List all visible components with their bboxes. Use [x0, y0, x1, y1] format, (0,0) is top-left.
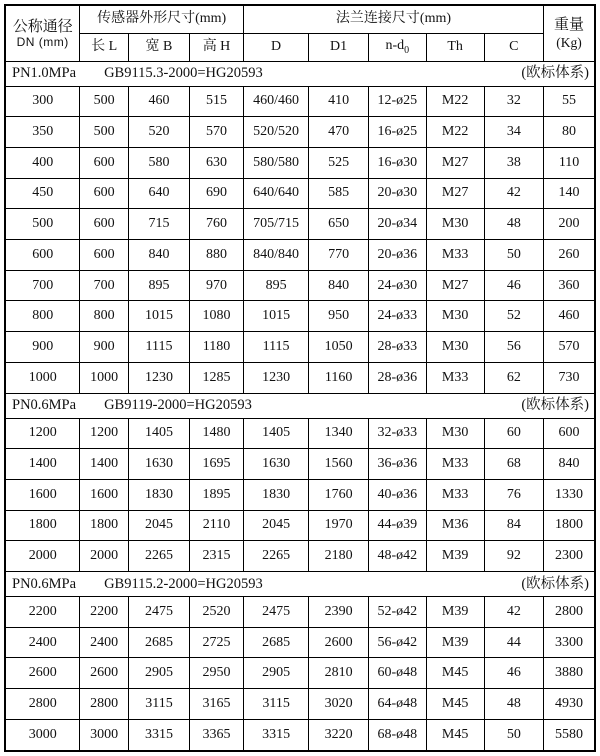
table-cell: 520 — [128, 117, 189, 148]
table-cell: 80 — [544, 117, 595, 148]
table-cell: M33 — [426, 240, 484, 271]
table-cell: 3165 — [190, 689, 244, 720]
section-row — [5, 61, 595, 86]
table-cell: M45 — [426, 658, 484, 689]
table-cell: 40-ø36 — [368, 479, 426, 510]
table-row — [5, 627, 595, 658]
header-d1: D1 — [309, 33, 369, 61]
section-pressure-rating: PN0.6MPa — [12, 575, 77, 592]
table-cell: 2265 — [128, 541, 189, 572]
table-cell: 1480 — [190, 418, 244, 449]
table-cell: 1180 — [190, 332, 244, 363]
table-cell: 3880 — [544, 658, 595, 689]
table-body — [5, 61, 595, 751]
table-cell: 5580 — [544, 719, 595, 751]
table-cell: 48 — [484, 209, 544, 240]
table-cell: M30 — [426, 209, 484, 240]
table-cell: 525 — [309, 147, 369, 178]
table-cell: 1200 — [5, 418, 80, 449]
table-cell: 16-ø25 — [368, 117, 426, 148]
table-cell: 20-ø36 — [368, 240, 426, 271]
table-cell: 360 — [544, 270, 595, 301]
table-cell: M27 — [426, 178, 484, 209]
header-weight-cn: 重量 — [554, 17, 585, 34]
table-cell: 2800 — [80, 689, 128, 720]
table-cell: 28-ø33 — [368, 332, 426, 363]
table-cell: 1015 — [128, 301, 189, 332]
table-cell: 84 — [484, 510, 544, 541]
table-cell: 600 — [80, 178, 128, 209]
table-cell: 44 — [484, 627, 544, 658]
table-cell: 400 — [5, 147, 80, 178]
header-d: D — [243, 33, 308, 61]
table-cell: 110 — [544, 147, 595, 178]
table-cell: 760 — [190, 209, 244, 240]
table-row — [5, 332, 595, 363]
table-cell: 600 — [5, 240, 80, 271]
section-pressure-rating: PN1.0MPa — [12, 65, 77, 82]
table-row — [5, 658, 595, 689]
table-cell: 140 — [544, 178, 595, 209]
table-cell: 1285 — [190, 362, 244, 393]
table-cell: 3115 — [243, 689, 308, 720]
table-cell: 2265 — [243, 541, 308, 572]
table-cell: 3300 — [544, 627, 595, 658]
table-cell: 1830 — [243, 479, 308, 510]
table-row — [5, 147, 595, 178]
table-cell: M45 — [426, 719, 484, 751]
table-cell: 50 — [484, 240, 544, 271]
table-cell: 24-ø33 — [368, 301, 426, 332]
table-cell: 20-ø30 — [368, 178, 426, 209]
table-cell: 300 — [5, 86, 80, 117]
table-cell: 3365 — [190, 719, 244, 751]
table-cell: 1405 — [128, 418, 189, 449]
table-cell: 3020 — [309, 689, 369, 720]
header-nominal-diameter-unit: DN (mm) — [16, 34, 69, 49]
table-cell: 1895 — [190, 479, 244, 510]
header-nominal-diameter — [5, 5, 80, 61]
table-cell: 1760 — [309, 479, 369, 510]
table-cell: 52-ø42 — [368, 597, 426, 628]
table-cell: 520/520 — [243, 117, 308, 148]
table-cell: 1830 — [128, 479, 189, 510]
table-cell: 68 — [484, 449, 544, 480]
table-row — [5, 449, 595, 480]
table-cell: 1970 — [309, 510, 369, 541]
table-cell: 46 — [484, 658, 544, 689]
table-row — [5, 209, 595, 240]
table-cell: 2905 — [243, 658, 308, 689]
table-cell: 2390 — [309, 597, 369, 628]
table-cell: 580/580 — [243, 147, 308, 178]
table-cell: 32 — [484, 86, 544, 117]
table-cell: 700 — [80, 270, 128, 301]
table-cell: 28-ø36 — [368, 362, 426, 393]
table-cell: 20-ø34 — [368, 209, 426, 240]
table-cell: 880 — [190, 240, 244, 271]
table-cell: 895 — [243, 270, 308, 301]
table-cell: M45 — [426, 689, 484, 720]
table-cell: 1560 — [309, 449, 369, 480]
table-row — [5, 362, 595, 393]
table-cell: 32-ø33 — [368, 418, 426, 449]
table-cell: 16-ø30 — [368, 147, 426, 178]
table-cell: M36 — [426, 510, 484, 541]
table-row — [5, 689, 595, 720]
table-cell: 2045 — [128, 510, 189, 541]
table-cell: 585 — [309, 178, 369, 209]
table-cell: 570 — [544, 332, 595, 363]
table-cell: 1405 — [243, 418, 308, 449]
table-cell: 1115 — [243, 332, 308, 363]
table-cell: M27 — [426, 270, 484, 301]
table-cell: 460 — [128, 86, 189, 117]
table-cell: 4930 — [544, 689, 595, 720]
table-cell: 2600 — [80, 658, 128, 689]
table-cell: 1695 — [190, 449, 244, 480]
table-cell: 690 — [190, 178, 244, 209]
header-n-d0 — [368, 33, 426, 61]
table-cell: 515 — [190, 86, 244, 117]
table-cell: 48 — [484, 689, 544, 720]
header-weight — [544, 5, 595, 61]
table-cell: 1400 — [5, 449, 80, 480]
table-cell: 2475 — [128, 597, 189, 628]
table-cell: 450 — [5, 178, 80, 209]
table-cell: 64-ø48 — [368, 689, 426, 720]
table-cell: 460/460 — [243, 86, 308, 117]
section-cell — [5, 61, 595, 86]
table-cell: 2685 — [128, 627, 189, 658]
table-cell: M22 — [426, 117, 484, 148]
table-cell: M33 — [426, 362, 484, 393]
section-cell — [5, 393, 595, 418]
table-cell: 600 — [80, 240, 128, 271]
table-cell: 2725 — [190, 627, 244, 658]
table-cell: 1230 — [128, 362, 189, 393]
table-cell: 3315 — [128, 719, 189, 751]
header-th: Th — [426, 33, 484, 61]
table-cell: 705/715 — [243, 209, 308, 240]
table-cell: 3115 — [128, 689, 189, 720]
table-cell: 2600 — [5, 658, 80, 689]
section-row — [5, 572, 595, 597]
table-cell: 2000 — [5, 541, 80, 572]
table-cell: 34 — [484, 117, 544, 148]
header-sensor-dimensions-group: 传感器外形尺寸(mm) — [80, 5, 243, 33]
section-row — [5, 393, 595, 418]
table-cell: 2600 — [309, 627, 369, 658]
table-cell: 2300 — [544, 541, 595, 572]
table-cell: 1160 — [309, 362, 369, 393]
table-cell: 1230 — [243, 362, 308, 393]
table-cell: 1080 — [190, 301, 244, 332]
table-cell: 50 — [484, 719, 544, 751]
table-cell: 1000 — [5, 362, 80, 393]
table-cell: 2800 — [5, 689, 80, 720]
table-cell: 600 — [80, 147, 128, 178]
table-cell: 1630 — [243, 449, 308, 480]
table-cell: M39 — [426, 627, 484, 658]
table-row — [5, 301, 595, 332]
table-cell: 1015 — [243, 301, 308, 332]
table-cell: 840/840 — [243, 240, 308, 271]
section-standard-code: GB9115.3-2000=HG20593 — [104, 65, 263, 82]
header-n-d0-main: n-d — [385, 37, 405, 53]
table-row — [5, 86, 595, 117]
table-cell: 2200 — [80, 597, 128, 628]
table-row — [5, 479, 595, 510]
table-cell: 42 — [484, 178, 544, 209]
table-cell: 68-ø48 — [368, 719, 426, 751]
table-row — [5, 597, 595, 628]
table-cell: 840 — [309, 270, 369, 301]
section-cell — [5, 572, 595, 597]
table-cell: 3220 — [309, 719, 369, 751]
table-cell: 1800 — [5, 510, 80, 541]
table-cell: M30 — [426, 301, 484, 332]
table-cell: 44-ø39 — [368, 510, 426, 541]
table-cell: 1600 — [80, 479, 128, 510]
table-cell: 2520 — [190, 597, 244, 628]
table-cell: 2180 — [309, 541, 369, 572]
table-cell: 2110 — [190, 510, 244, 541]
table-cell: 92 — [484, 541, 544, 572]
table-cell: 570 — [190, 117, 244, 148]
table-cell: 1630 — [128, 449, 189, 480]
table-cell: 76 — [484, 479, 544, 510]
table-cell: 260 — [544, 240, 595, 271]
table-cell: 42 — [484, 597, 544, 628]
table-cell: 2475 — [243, 597, 308, 628]
table-cell: 56 — [484, 332, 544, 363]
table-row — [5, 418, 595, 449]
table-cell: 840 — [128, 240, 189, 271]
table-cell: M30 — [426, 418, 484, 449]
table-cell: 630 — [190, 147, 244, 178]
table-cell: 2045 — [243, 510, 308, 541]
table-cell: 1200 — [80, 418, 128, 449]
table-cell: 840 — [544, 449, 595, 480]
table-cell: 60-ø48 — [368, 658, 426, 689]
table-cell: 800 — [5, 301, 80, 332]
table-cell: 3000 — [5, 719, 80, 751]
table-cell: 62 — [484, 362, 544, 393]
table-cell: 350 — [5, 117, 80, 148]
flange-dimension-table — [4, 4, 596, 752]
table-cell: 715 — [128, 209, 189, 240]
table-cell: 410 — [309, 86, 369, 117]
table-cell: 46 — [484, 270, 544, 301]
table-cell: 460 — [544, 301, 595, 332]
table-cell: 600 — [544, 418, 595, 449]
table-cell: 900 — [5, 332, 80, 363]
header-length-l: 长 L — [80, 33, 128, 61]
table-row — [5, 178, 595, 209]
section-system-label: (欧标体系) — [521, 65, 589, 82]
table-cell: 2810 — [309, 658, 369, 689]
table-cell: 640/640 — [243, 178, 308, 209]
table-cell: M39 — [426, 597, 484, 628]
table-row — [5, 510, 595, 541]
table-cell: 36-ø36 — [368, 449, 426, 480]
table-header — [5, 5, 595, 61]
table-cell: 800 — [80, 301, 128, 332]
table-cell: 500 — [80, 86, 128, 117]
table-cell: 770 — [309, 240, 369, 271]
table-cell: 730 — [544, 362, 595, 393]
header-n-d0-sub: 0 — [404, 44, 410, 56]
table-cell: M33 — [426, 479, 484, 510]
table-cell: 3000 — [80, 719, 128, 751]
section-pressure-rating: PN0.6MPa — [12, 397, 77, 414]
section-system-label: (欧标体系) — [521, 397, 589, 414]
table-cell: 2950 — [190, 658, 244, 689]
table-cell: 970 — [190, 270, 244, 301]
table-cell: 640 — [128, 178, 189, 209]
table-cell: 2400 — [80, 627, 128, 658]
table-cell: 2905 — [128, 658, 189, 689]
table-cell: 1050 — [309, 332, 369, 363]
table-row — [5, 719, 595, 751]
table-row — [5, 541, 595, 572]
table-row — [5, 270, 595, 301]
table-cell: 1800 — [80, 510, 128, 541]
table-cell: M22 — [426, 86, 484, 117]
table-cell: 1340 — [309, 418, 369, 449]
table-cell: 700 — [5, 270, 80, 301]
table-cell: 48-ø42 — [368, 541, 426, 572]
table-cell: 3315 — [243, 719, 308, 751]
header-nominal-diameter-cn: 公称通径 — [12, 18, 73, 35]
table-cell: M33 — [426, 449, 484, 480]
table-row — [5, 117, 595, 148]
table-cell: 24-ø30 — [368, 270, 426, 301]
header-width-b: 宽 B — [128, 33, 189, 61]
header-c: C — [484, 33, 544, 61]
section-system-label: (欧标体系) — [521, 575, 589, 592]
header-flange-connection-group: 法兰连接尺寸(mm) — [243, 5, 543, 33]
dimension-table-wrap — [4, 4, 596, 752]
table-cell: 200 — [544, 209, 595, 240]
header-height-h: 高 H — [190, 33, 244, 61]
table-cell: 2200 — [5, 597, 80, 628]
table-cell: 1000 — [80, 362, 128, 393]
table-cell: 895 — [128, 270, 189, 301]
table-cell: 38 — [484, 147, 544, 178]
table-cell: 600 — [80, 209, 128, 240]
table-cell: 60 — [484, 418, 544, 449]
table-cell: 1800 — [544, 510, 595, 541]
table-cell: 500 — [5, 209, 80, 240]
section-standard-code: GB9119-2000=HG20593 — [104, 397, 252, 414]
table-cell: 1600 — [5, 479, 80, 510]
table-cell: 55 — [544, 86, 595, 117]
table-cell: 2800 — [544, 597, 595, 628]
table-cell: 650 — [309, 209, 369, 240]
table-cell: 500 — [80, 117, 128, 148]
table-cell: 1400 — [80, 449, 128, 480]
table-cell: 1330 — [544, 479, 595, 510]
table-cell: 56-ø42 — [368, 627, 426, 658]
table-cell: M27 — [426, 147, 484, 178]
table-cell: 900 — [80, 332, 128, 363]
table-cell: 2400 — [5, 627, 80, 658]
table-cell: 580 — [128, 147, 189, 178]
table-cell: 1115 — [128, 332, 189, 363]
header-weight-unit: (Kg) — [556, 34, 582, 50]
section-standard-code: GB9115.2-2000=HG20593 — [104, 575, 263, 592]
table-cell: 12-ø25 — [368, 86, 426, 117]
table-cell: M39 — [426, 541, 484, 572]
table-cell: 52 — [484, 301, 544, 332]
table-cell: 950 — [309, 301, 369, 332]
table-cell: 2315 — [190, 541, 244, 572]
table-cell: 470 — [309, 117, 369, 148]
table-cell: M30 — [426, 332, 484, 363]
table-cell: 2685 — [243, 627, 308, 658]
table-row — [5, 240, 595, 271]
table-cell: 2000 — [80, 541, 128, 572]
